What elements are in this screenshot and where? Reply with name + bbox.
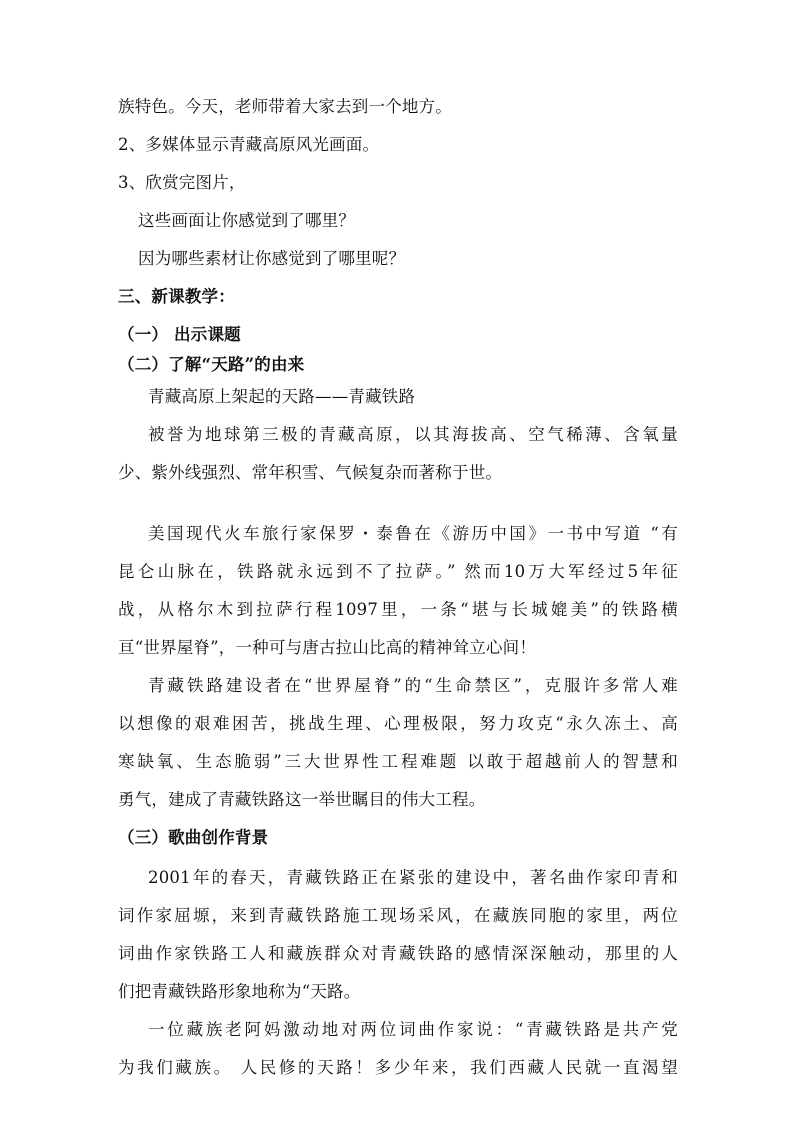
text-line: 为我们藏族。 人民修的天路！多少年来，我们西藏人民就一直渴望 — [118, 1058, 678, 1077]
text-line: 勇气，建成了青藏铁路这一举世瞩目的伟大工程。 — [118, 790, 486, 809]
text-line: 青藏高原上架起的天路——青藏铁路 — [148, 387, 416, 406]
text-line: 昆仑山脉在，铁路就永远到不了拉萨。” 然而10万大军经过5年征 — [118, 562, 678, 581]
text-line: 被誉为地球第三极的青藏高原，以其海拔高、空气稀薄、含氧量 — [148, 425, 678, 444]
text-line: 3、欣赏完图片， — [118, 173, 246, 192]
text-line: 一位藏族老阿妈激动地对两位词曲作家说：“青藏铁路是共产党 — [148, 1020, 678, 1039]
text-line: 词作家屈塬，来到青藏铁路施工现场采风，在藏族同胞的家里，两位 — [118, 906, 678, 925]
subsection-heading: （二）了解“天路”的由来 — [118, 355, 305, 374]
text-line: 这些画面让你感觉到了哪里？ — [138, 211, 356, 230]
text-line: 2、多媒体显示青藏高原风光画面。 — [118, 135, 380, 154]
text-line: 美国现代火车旅行家保罗・泰鲁在《游历中国》一书中写道 “有 — [148, 524, 678, 543]
subsection-heading: （三）歌曲创作背景 — [118, 828, 269, 847]
text-line: 们把青藏铁路形象地称为“天路。 — [118, 982, 361, 1001]
text-line: 2001年的春天，青藏铁路正在紧张的建设中，著名曲作家印青和 — [148, 868, 678, 887]
text-line: 族特色。今天，老师带着大家去到一个地方。 — [118, 97, 452, 116]
text-line: 寒缺氧、生态脆弱”三大世界性工程难题 以敢于超越前人的智慧和 — [118, 752, 678, 771]
text-line: 青藏铁路建设者在“世界屋脊”的“生命禁区”，克服许多常人难 — [148, 676, 678, 695]
text-line: 战，从格尔木到拉萨行程1097里，一条“堪与长城媲美”的铁路横 — [118, 600, 678, 619]
text-line: 亘“世界屋脊”，一种可与唐古拉山比高的精神耸立心间！ — [118, 638, 537, 657]
section-heading: 三、新课教学： — [118, 287, 235, 306]
subsection-heading: （一） 出示课题 — [118, 325, 241, 344]
text-line: 以想像的艰难困苦，挑战生理、心理极限，努力攻克“永久冻土、高 — [118, 714, 678, 733]
text-line: 少、紫外线强烈、常年积雪、气候复杂而著称于世。 — [118, 463, 503, 482]
text-line: 词曲作家铁路工人和藏族群众对青藏铁路的感情深深触动，那里的人 — [118, 944, 678, 963]
text-line: 因为哪些素材让你感觉到了哪里呢？ — [138, 249, 406, 268]
